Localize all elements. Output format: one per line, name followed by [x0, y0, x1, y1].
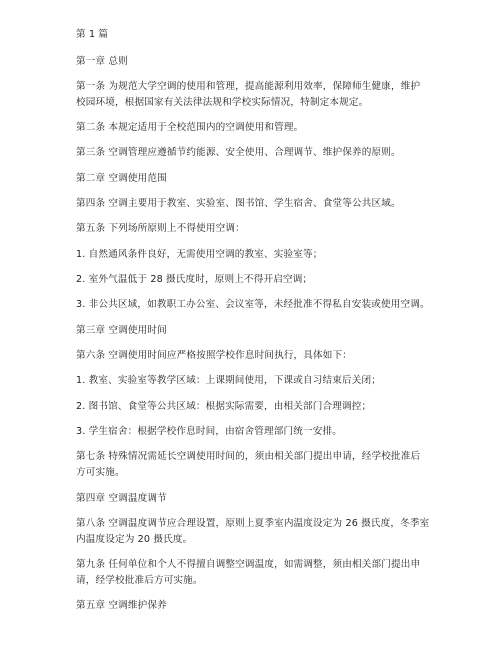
article-line: 第二条 本规定适用于全校范围内的空调使用和管理。: [76, 122, 304, 133]
chapter-heading: 第四章 空调温度调节: [76, 493, 167, 504]
article-line: 第六条 空调使用时间应严格按照学校作息时间执行，具体如下：: [76, 350, 353, 361]
article-line: 校园环境，根据国家有关法律法规和学校实际情况，特制定本规定。: [76, 97, 369, 108]
article-line: 请，经学校批准后方可实施。: [76, 575, 203, 586]
list-item: 1. 教室、实验室等教学区域：上课期间使用，下课或自习结束后关闭；: [76, 375, 381, 386]
list-item: 2. 图书馆、食堂等公共区域：根据实际需要，由相关部门合理调控；: [76, 401, 372, 412]
article-line: 第九条 任何单位和个人不得擅自调整空调温度，如需调整，须由相关部门提出申: [76, 559, 421, 570]
article-line: 第一条 为规范大学空调的使用和管理，提高能源利用效率，保障师生健康，维护: [76, 81, 421, 92]
article-line: 第三条 空调管理应遵循节约能源、安全使用、合理调节、维护保养的原则。: [76, 147, 401, 158]
article-line: 内温度设定为 20 摄氏度。: [76, 534, 193, 545]
article-line: 第五条 下列场所原则上不得使用空调：: [76, 223, 245, 234]
list-item: 3. 非公共区域，如教职工办公室、会议室等，未经批准不得私自安装或使用空调。: [76, 299, 430, 310]
article-line: 第七条 特殊情况需延长空调使用时间的，须由相关部门提出申请，经学校批准后: [76, 451, 421, 462]
chapter-heading: 第二章 空调使用范围: [76, 173, 167, 184]
chapter-heading: 第一章 总则: [76, 56, 128, 67]
list-item: 1. 自然通风条件良好，无需使用空调的教室、实验室等；: [76, 249, 323, 260]
list-item: 3. 学生宿舍：根据学校作息时间，由宿舍管理部门统一安排。: [76, 426, 342, 437]
section-heading: 第 1 篇: [76, 29, 109, 40]
article-line: 方可实施。: [76, 467, 125, 478]
chapter-heading: 第五章 空调维护保养: [76, 600, 167, 611]
article-line: 第八条 空调温度调节应合理设置，原则上夏季室内温度设定为 26 摄氏度，冬季室: [76, 518, 430, 529]
chapter-heading: 第三章 空调使用时间: [76, 325, 167, 336]
article-line: 第四条 空调主要用于教室、实验室、图书馆、学生宿舍、食堂等公共区域。: [76, 198, 401, 209]
list-item: 2. 室外气温低于 28 摄氏度时，原则上不得开启空调；: [76, 274, 313, 285]
